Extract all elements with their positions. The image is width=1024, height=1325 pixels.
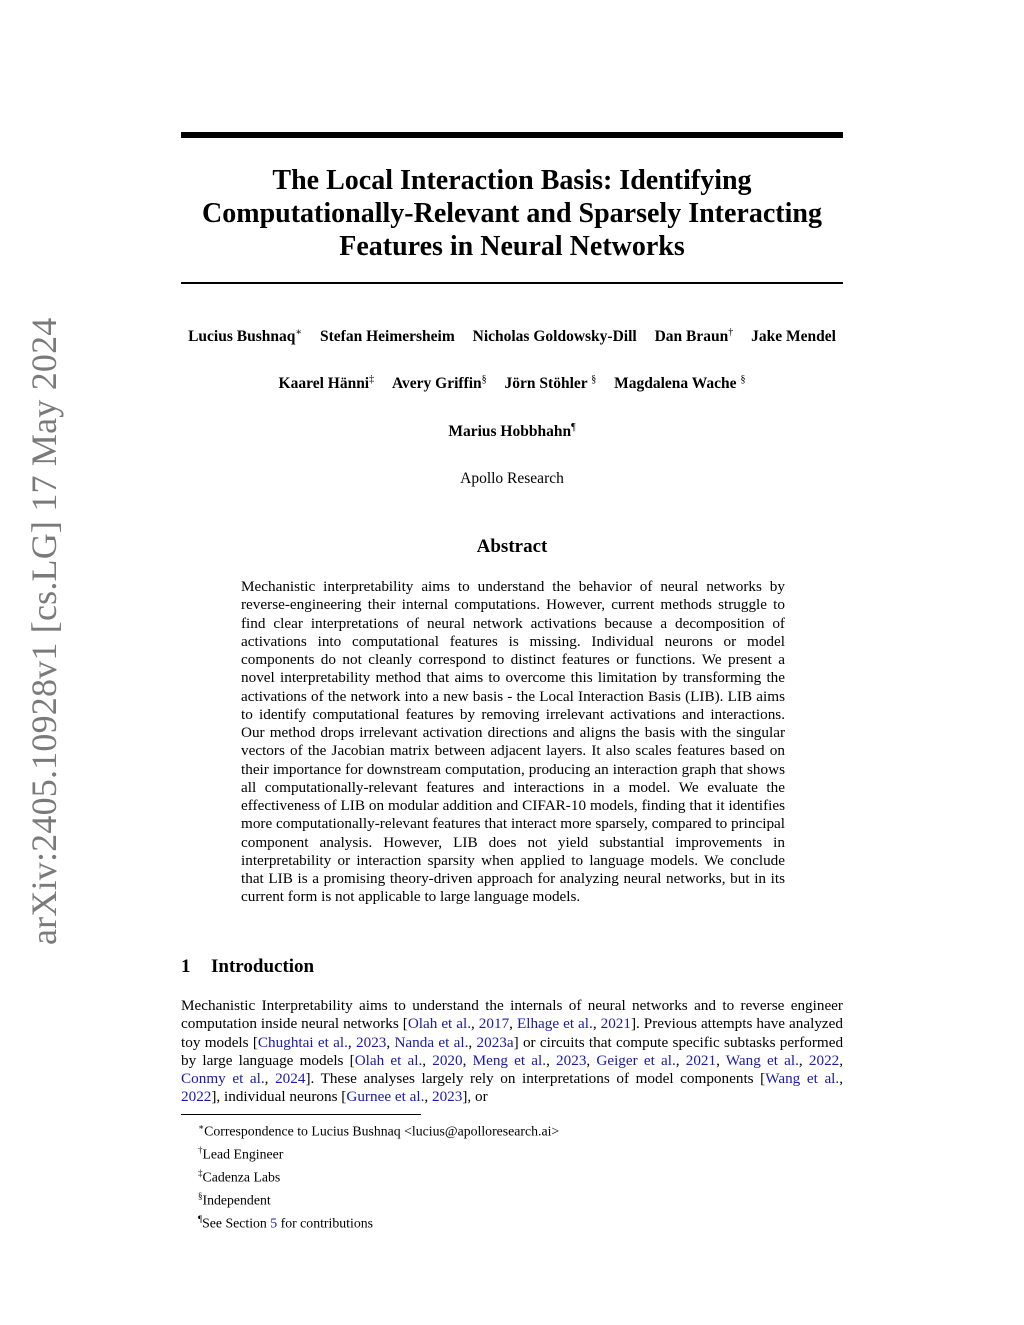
affiliation: Apollo Research <box>460 470 564 487</box>
citation-link[interactable]: Wang et al. <box>725 1051 799 1069</box>
citation-link[interactable]: Meng et al. <box>472 1051 547 1069</box>
citation-link[interactable]: Wang et al. <box>765 1070 840 1088</box>
footnote-correspondence: ∗Correspondence to Lucius Bushnaq <lucius@apolloresearch.ai> <box>198 1122 560 1139</box>
citation-link[interactable]: 2021 <box>685 1051 717 1069</box>
author: Dan Braun† <box>654 327 734 346</box>
footnote-independent: §Independent <box>198 1190 271 1208</box>
citation-link[interactable]: 2024 <box>275 1070 306 1088</box>
citation-link[interactable]: Gurnee et al. <box>346 1088 425 1106</box>
section-heading-introduction: 1 Introduction <box>181 956 315 977</box>
citation-link[interactable]: 2023 <box>431 1088 463 1106</box>
footnotes <box>198 1118 559 1232</box>
abstract-body: Mechanistic interpretability aims to understand the behavior of neural networks by reverse-engineering their internal computations. However, current methods struggle to find clear interpretations of neural network activations because a decomposition of activations into computational features is missing. Individual neurons or model components do not cleanly correspond to distinct features or functions. We present a novel interpretability method that aims to overcome this limitation by transforming the activations of the network into a new basis - the Local Interaction Basis (LIB). LIB aims to identify computational features by removing irrelevant activations and interactions. Our method drops irrelevant activation directions and aligns the basis with the singular vectors of the Jacobian matrix between adjacent layers. It also scales features based on their importance for downstream computation, producing an interaction graph that shows all computationally-relevant features and interactions in a model. We evaluate the effectiveness of LIB on modular addition and CIFAR-10 models, finding that it identifies more computationally-relevant features that interact more sparsely, compared to principal component analysis. However, LIB does not yield substantial improvements in interpretability or interaction sparsity when applied to language models. We conclude that LIB is a promising theory-driven approach for analyzing neural networks, but in its current form is not applicable to large language models. <box>241 578 785 906</box>
footnote-lead-engineer: †Lead Engineer <box>198 1144 284 1162</box>
author: Jake Mendel <box>751 328 836 346</box>
title-top-rule <box>181 132 843 138</box>
citation-link[interactable]: Olah et al. <box>407 1015 472 1033</box>
author-row-2 <box>140 374 884 393</box>
citation-link[interactable]: Elhage et al. <box>516 1015 593 1033</box>
paper-title: The Local Interaction Basis: Identifying Computationally-Relevant and Sparsely Interacting Features in Neural Networks <box>202 165 822 262</box>
footnote-rule <box>181 1114 421 1115</box>
author: Avery Griffin§ <box>392 374 487 393</box>
author: Marius Hobbhahn¶ <box>448 422 576 441</box>
introduction-paragraph: Mechanistic Interpretability aims to understand the internals of neural networks and to reverse engineer computation inside neural networks [Olah et al., 2017, Elhage et al., 2021]. Previous attempts have analyzed toy models [Chughtai et al., 2023, Nanda et al., 2023a] or circuits that compute specific subtasks performed by large language models [Olah et al., 2020, Meng et al., 2023, Geiger et al., 2021, Wang et al., 2022, Conmy et al., 2024]. These analyses largely rely on interpretations of model components [Wang et al., 2022], individual neurons [Gurnee et al., 2023], or <box>181 997 844 1106</box>
title-bottom-rule <box>181 282 843 284</box>
citation-link[interactable]: 2023a <box>476 1033 514 1051</box>
citation-link[interactable]: Olah et al. <box>354 1051 423 1069</box>
abstract-heading: Abstract <box>476 536 548 557</box>
citation-link[interactable]: Chughtai et al. <box>257 1033 348 1051</box>
author: Lucius Bushnaq∗ <box>188 327 303 346</box>
footnote-cadenza: ‡Cadenza Labs <box>198 1167 281 1185</box>
author: Nicholas Goldowsky-Dill <box>472 328 637 346</box>
citation-link[interactable]: 2021 <box>600 1015 631 1033</box>
citation-link[interactable]: Conmy et al. <box>181 1070 265 1088</box>
arxiv-identifier-stamp: arXiv:2405.10928v1 [cs.LG] 17 May 2024 <box>24 317 64 945</box>
citation-link[interactable]: 2022 <box>181 1088 212 1106</box>
citation-link[interactable]: Nanda et al. <box>394 1033 469 1051</box>
citation-link[interactable]: Geiger et al. <box>596 1051 676 1069</box>
footnote-contributions: ¶See Section 5 for contributions <box>198 1213 373 1231</box>
citation-link[interactable]: 2023 <box>356 1033 387 1051</box>
author-row-1 <box>140 327 884 346</box>
citation-link[interactable]: 2022 <box>808 1051 840 1069</box>
section-link[interactable]: 5 <box>270 1215 278 1231</box>
citation-link[interactable]: 2020 <box>432 1051 463 1069</box>
author-row-3 <box>140 422 884 441</box>
citation-link[interactable]: 2017 <box>478 1015 510 1033</box>
author: Kaarel Hänni‡ <box>278 374 375 393</box>
author: Jörn Stöhler § <box>504 374 597 393</box>
author: Stefan Heimersheim <box>320 328 455 346</box>
author: Magdalena Wache § <box>614 374 746 393</box>
citation-link[interactable]: 2023 <box>556 1051 587 1069</box>
